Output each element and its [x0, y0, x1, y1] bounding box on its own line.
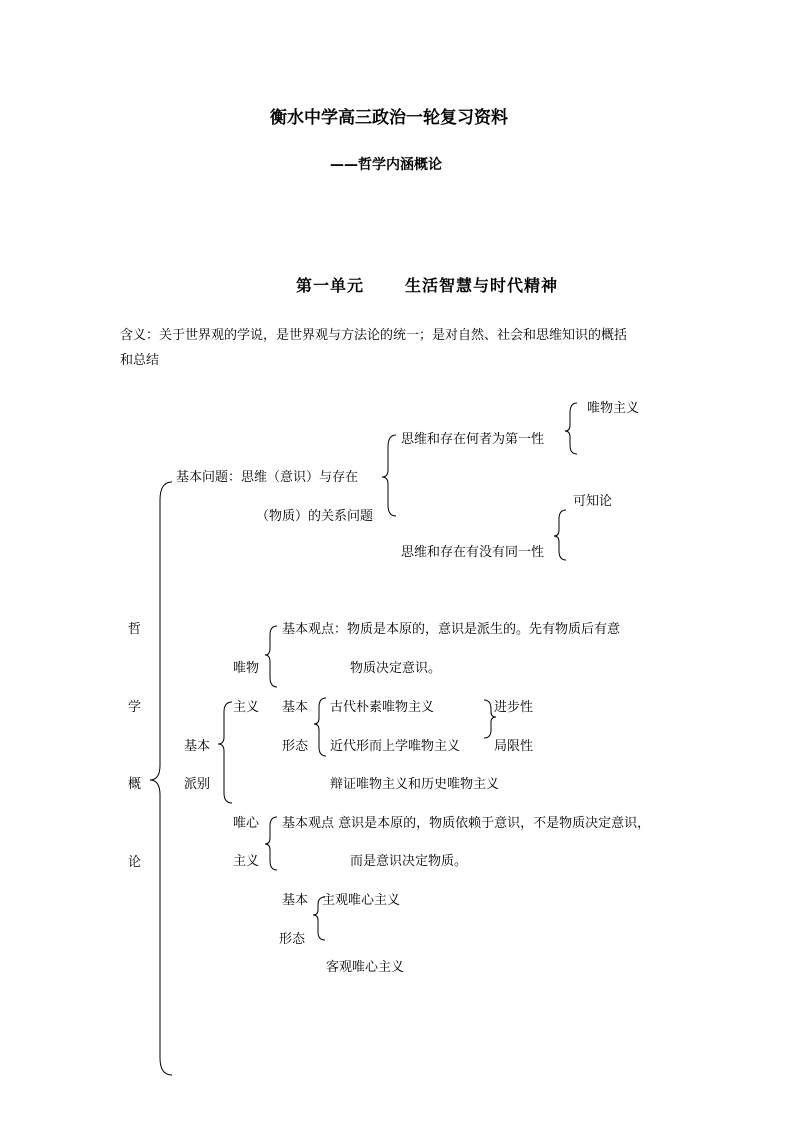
idealism-label-1: 唯心	[233, 816, 260, 831]
aspect2-result: 可知论	[573, 494, 613, 509]
trait-limited: 局限性	[494, 739, 534, 754]
mat-forms-label-2: 形态	[282, 739, 309, 754]
basic-question-line-2: （物质）的关系问题	[256, 509, 374, 524]
mat-form-ancient: 古代朴素唯物主义	[330, 700, 435, 715]
ideal-view-line-2: 而是意识决定物质。	[350, 854, 468, 869]
doc-title: 衡水中学高三政治一轮复习资料	[270, 108, 508, 128]
mat-view-line-2: 物质决定意识。	[350, 661, 442, 676]
root-char-4: 论	[128, 855, 142, 870]
ideal-view-line-1: 基本观点 意识是本原的，物质依赖于意识，不是物质决定意识，	[282, 816, 651, 831]
definition-line-2: 和总结	[120, 353, 160, 368]
materialism-label-1: 唯物	[233, 661, 260, 676]
mat-form-metaphysical: 近代形而上学唯物主义	[330, 739, 461, 754]
aspect1-result: 唯物主义	[587, 401, 640, 416]
idealism-view-brace	[265, 817, 277, 870]
ideal-forms-label-1: 基本	[282, 893, 309, 908]
mat-form-dialectical: 辩证唯物主义和历史唯物主义	[330, 777, 500, 792]
idealism-label-2: 主义	[233, 854, 260, 869]
materialism-label-2: 主义	[233, 700, 260, 715]
ideal-forms-label-2: 形态	[279, 932, 306, 947]
root-char-1: 哲	[128, 622, 142, 637]
unit-title: 第一单元	[296, 276, 365, 295]
definition-line-1: 含义：关于世界观的学说，是世界观与方法论的统一；是对自然、社会和思维知识的概括	[120, 328, 628, 343]
basic-question-line-1: 基本问题：思维（意识）与存在	[176, 470, 359, 485]
schools-brace	[218, 702, 232, 803]
root-brace	[150, 482, 172, 1075]
ideal-form-objective: 客观唯心主义	[326, 960, 405, 975]
trait-progressive: 进步性	[494, 700, 534, 715]
root-char-3: 概	[128, 777, 142, 792]
ideal-form-subjective: 主观唯心主义	[322, 893, 401, 908]
schools-label-2: 派别	[184, 777, 211, 792]
mat-forms-label-1: 基本	[282, 700, 309, 715]
mat-view-line-1: 基本观点：物质是本原的，意识是派生的。先有物质后有意	[282, 622, 621, 637]
root-char-2: 学	[128, 700, 142, 715]
aspect1-brace	[565, 403, 577, 454]
aspect2-label: 思维和存在有没有同一性	[401, 545, 545, 560]
aspect2-brace	[554, 510, 566, 560]
schools-label-1: 基本	[184, 739, 211, 754]
unit-subtitle: 生活智慧与时代精神	[405, 276, 559, 295]
mat-forms-brace	[314, 698, 326, 756]
basic-question-brace	[382, 435, 396, 516]
materialism-view-brace	[265, 626, 277, 687]
aspect1-label: 思维和存在何者为第一性	[401, 432, 545, 447]
doc-subtitle: ——哲学内涵概论	[330, 157, 442, 173]
